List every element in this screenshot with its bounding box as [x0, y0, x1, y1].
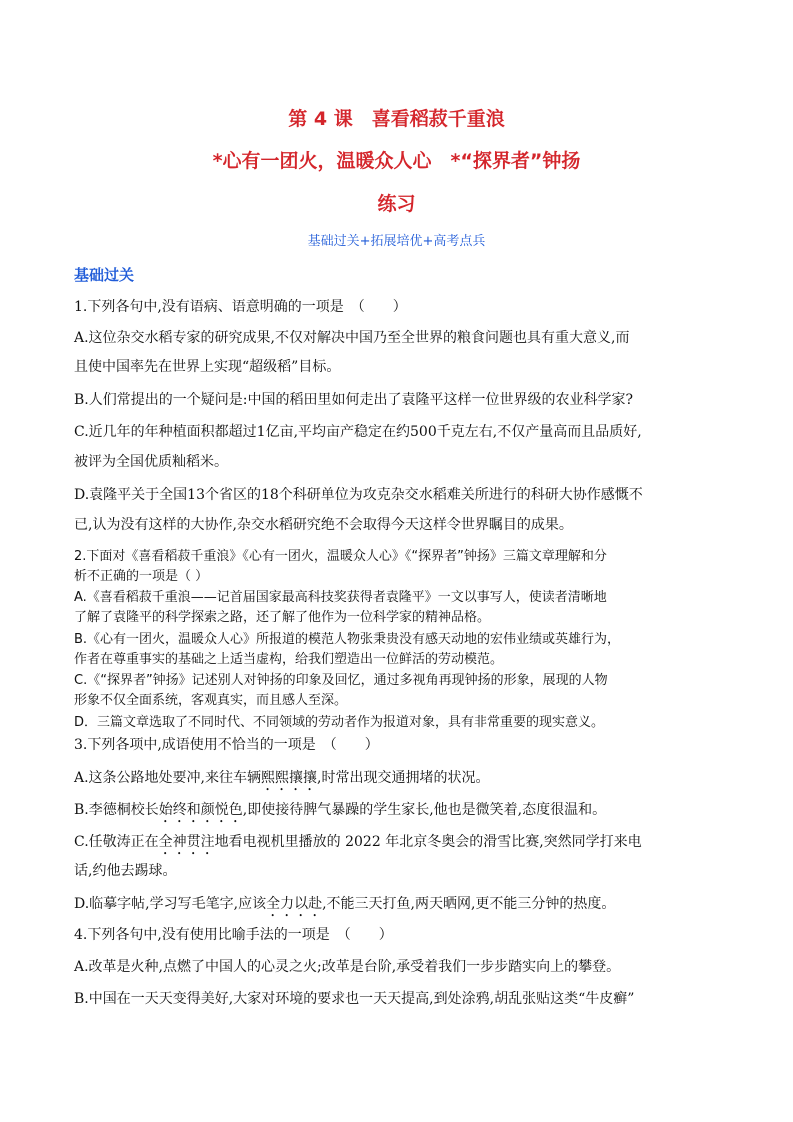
- q2-option-a: A.《喜看稻菽千重浪——记首届国家最高科技奖获得者袁隆平》一文以事写人，使读者清晰地: [74, 590, 607, 605]
- q1-option-d: D.袁隆平关于全国13个省区的18个科研单位为攻克杂交水稻难关所进行的科研大协作感慨不: [74, 487, 643, 503]
- q3-c-text: C.任敬涛正在: [74, 834, 159, 850]
- q3-d-text-end: ,不能三天打鱼,两天晒网,更不能三分钟的热度。: [322, 896, 616, 912]
- q2-stem-cont: 析不正确的一项是（ ）: [74, 569, 209, 584]
- q4-option-b: B.中国在一天天变得美好,大家对环境的要求也一天天提高,到处涂鸦,胡乱张贴这类“牛皮癣”: [74, 991, 635, 1007]
- q2-option-a-cont: 了解了袁隆平的科学探索之路，还了解了他作为一位科学家的精神品格。: [74, 610, 491, 625]
- q3-a-idiom: 熙熙攘攘: [261, 770, 318, 786]
- q2-option-c-cont: 形象不仅全面系统，客观真实，而且感人至深。: [74, 693, 348, 708]
- q1-option-b: B.人们常提出的一个疑问是:中国的稻田里如何走出了袁隆平这样一位世界级的农业科学家?: [74, 392, 633, 408]
- q3-b-text-end: ,即使接待脾气暴躁的学生家长,他也是微笑着,态度很温和。: [242, 802, 607, 818]
- q1-option-a-cont: 且使中国率先在世界上实现“超级稻”目标。: [74, 359, 341, 375]
- lesson-title: 第 4 课 喜看稻菽千重浪: [288, 108, 505, 130]
- lesson-subtitle: *心有一团火，温暖众人心 *“探界者”钟扬: [212, 150, 581, 172]
- q2-option-b-cont: 作者在尊重事实的基础之上适当虚构，给我们塑造出一位鲜活的劳动模范。: [74, 652, 504, 667]
- q3-option-c-cont: 话,约他去踢球。: [74, 863, 177, 879]
- section-heading: 基础过关: [74, 266, 135, 284]
- q3-c-text-end: 地看电视机里播放的 2022 年北京冬奥会的滑雪比赛,突然同学打来电: [214, 834, 642, 850]
- q3-a-text-end: ,时常出现交通拥堵的状况。: [317, 770, 490, 786]
- q1-stem: 1.下列各句中,没有语病、语意明确的一项是 （ ）: [74, 299, 407, 315]
- q1-option-a: A.这位杂交水稻专家的研究成果,不仅对解决中国乃至全世界的粮食问题也具有重大意义,而: [74, 330, 630, 346]
- q3-option-c: [74, 834, 642, 858]
- exercise-title: 练习: [377, 193, 416, 215]
- q2-stem: 2.下面对《喜看稻菽千重浪》《心有一团火，温暖众人心》《“探界者”钟扬》三篇文章理解和分: [74, 549, 607, 564]
- exercise-categories: 基础过关+拓展培优+高考点兵: [307, 234, 486, 249]
- q2-option-c: C.《“探界者”钟扬》记述别人对钟扬的印象及回忆，通过多视角再现钟扬的形象，展现的人物: [74, 673, 608, 688]
- q1-option-d-cont: 已,认为没有这样的大协作,杂交水稻研究绝不会取得今天这样令世界瞩目的成果。: [74, 517, 573, 533]
- q2-option-b: B.《心有一团火，温暖众人心》所报道的模范人物张秉贵没有感天动地的宏伟业绩或英雄行为，: [74, 632, 621, 647]
- q1-option-c-cont: 被评为全国优质籼稻米。: [74, 454, 228, 470]
- q4-option-a: A.改革是火种,点燃了中国人的心灵之火;改革是台阶,承受着我们一步步踏实向上的攀登。: [74, 959, 621, 975]
- q2-option-d: D．三篇文章选取了不同时代、不同领域的劳动者作为报道对象，具有非常重要的现实意义。: [74, 715, 605, 730]
- q3-a-text: A.这条公路地处要冲,来往车辆: [74, 770, 262, 786]
- q1-option-c: C.近几年的年种植面积都超过1亿亩,平均亩产稳定在约500千克左右,不仅产量高而且品质好,: [74, 424, 642, 440]
- q3-b-text: B.李德桐校长: [74, 802, 159, 818]
- q3-c-idiom: 全神贯注: [158, 834, 215, 850]
- q3-option-d: [74, 896, 615, 920]
- q3-option-b: [74, 802, 606, 826]
- q3-d-text: D.临摹字帖,学习写毛笔字,应该: [74, 896, 267, 912]
- q3-option-a: [74, 770, 489, 794]
- q3-d-idiom: 全力以赴: [266, 896, 323, 912]
- q4-stem: 4.下列各句中,没有使用比喻手法的一项是 （ ）: [74, 927, 393, 943]
- q3-b-idiom: 始终和颜悦色: [158, 802, 243, 818]
- q3-stem: 3.下列各项中,成语使用不恰当的一项是 （ ）: [74, 737, 379, 753]
